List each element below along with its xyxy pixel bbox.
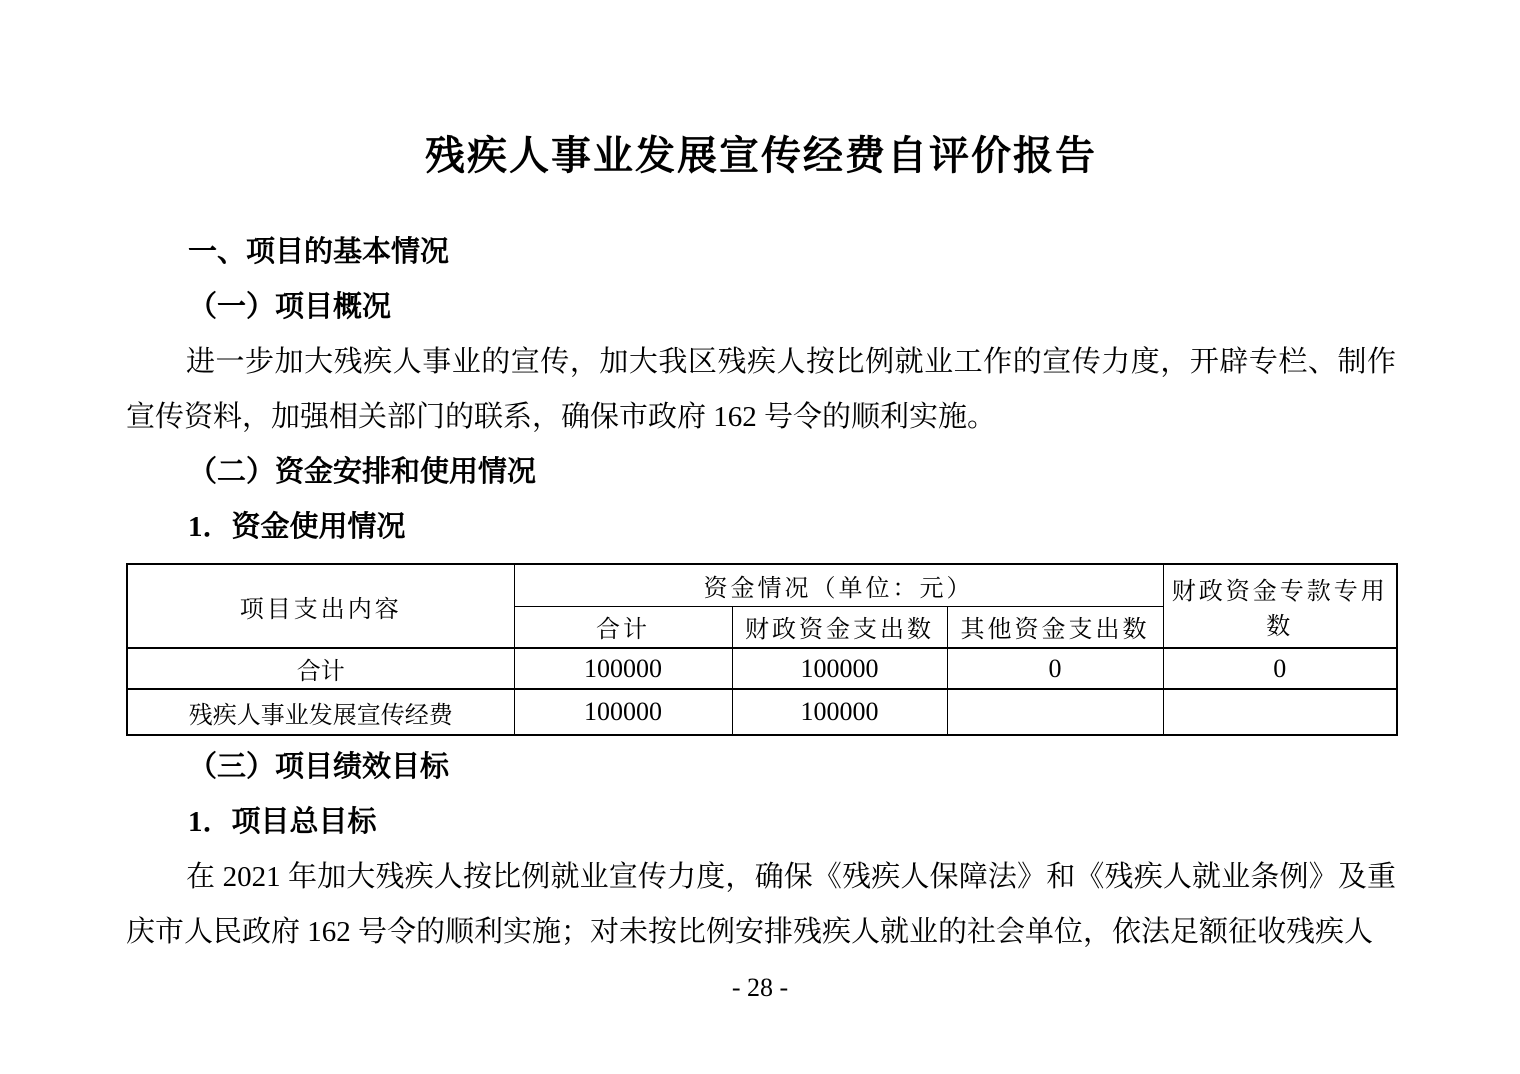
heading-overall-goal: 1．项目总目标 bbox=[188, 806, 377, 838]
header-cell-subtotal: 合计 bbox=[514, 606, 732, 648]
header-cell-fiscal-expense: 财政资金支出数 bbox=[732, 606, 947, 648]
cell-total-other: 0 bbox=[947, 648, 1163, 689]
cell-item-other bbox=[947, 689, 1163, 735]
cell-total-label: 合计 bbox=[127, 648, 514, 689]
heading-basic-situation: 一、项目的基本情况 bbox=[188, 236, 450, 268]
paragraph-project-overview: 进一步加大残疾人事业的宣传，加大我区残疾人按比例就业工作的宣传力度，开辟专栏、制作宣传资料，加强相关部门的联系，确保市政府 162 号令的顺利实施。 bbox=[126, 346, 1396, 433]
header-cell-earmarked-funds: 财政资金专款专用数 bbox=[1163, 564, 1397, 648]
cell-item-fiscal: 100000 bbox=[732, 689, 947, 735]
table-row-publicity-expense bbox=[127, 689, 1397, 735]
cell-item-earmarked bbox=[1163, 689, 1397, 735]
header-cell-fund-situation: 资金情况（单位：元） bbox=[514, 564, 1163, 606]
document-title: 残疾人事业发展宣传经费自评价报告 bbox=[425, 133, 1097, 178]
cell-total-fiscal: 100000 bbox=[732, 648, 947, 689]
paragraph-overall-goal: 在 2021 年加大残疾人按比例就业宣传力度，确保《残疾人保障法》和《残疾人就业条例》及重庆市人民政府 162 号令的顺利实施；对未按比例安排残疾人就业的社会单位，依法足额征收残疾人 bbox=[126, 861, 1396, 948]
header-cell-other-expense: 其他资金支出数 bbox=[947, 606, 1163, 648]
cell-total-earmarked: 0 bbox=[1163, 648, 1397, 689]
table-row-total bbox=[127, 648, 1397, 689]
heading-project-overview: （一）项目概况 bbox=[188, 291, 392, 323]
cell-item-label: 残疾人事业发展宣传经费 bbox=[127, 689, 514, 735]
header-cell-expense-content: 项目支出内容 bbox=[127, 564, 514, 648]
fund-usage-table bbox=[126, 563, 1398, 736]
page-number: - 28 - bbox=[731, 973, 789, 1002]
heading-performance-goals: （三）项目绩效目标 bbox=[188, 751, 450, 783]
heading-fund-arrangement: （二）资金安排和使用情况 bbox=[188, 456, 537, 488]
heading-fund-usage: 1．资金使用情况 bbox=[188, 511, 406, 543]
table-header-row-1 bbox=[127, 564, 1397, 606]
cell-item-sum: 100000 bbox=[514, 689, 732, 735]
document-content bbox=[126, 0, 1396, 960]
cell-total-sum: 100000 bbox=[514, 648, 732, 689]
